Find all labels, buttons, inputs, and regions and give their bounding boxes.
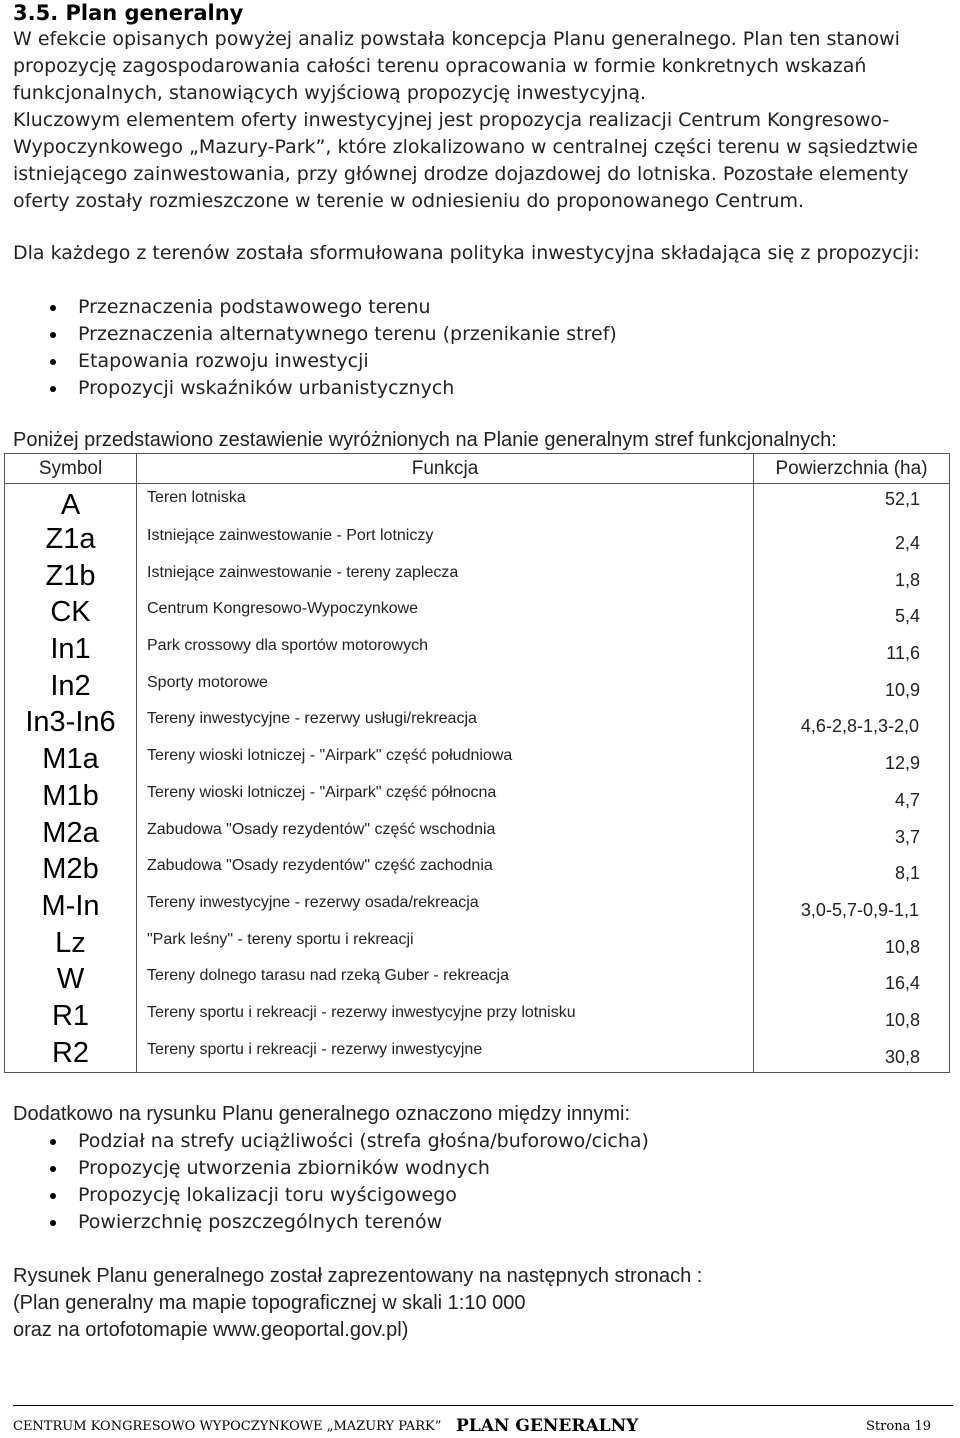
policy-list bbox=[13, 294, 953, 402]
zone-function: Teren lotniska bbox=[137, 484, 754, 523]
zone-symbol: M1a bbox=[5, 742, 137, 779]
zone-function: Zabudowa "Osady rezydentów" część wschodnia bbox=[137, 816, 754, 853]
zone-function: Tereny inwestycyjne - rezerwy osada/rekreacja bbox=[137, 889, 754, 926]
zone-area: 3,7 bbox=[754, 816, 950, 853]
zone-symbol: CK bbox=[5, 595, 137, 632]
list-item: Propozycję utworzenia zbiorników wodnych bbox=[13, 1155, 953, 1182]
zone-symbol: M2a bbox=[5, 816, 137, 853]
zone-area: 52,1 bbox=[754, 484, 950, 523]
list-item: Powierzchnię poszczególnych terenów bbox=[13, 1209, 953, 1236]
zone-function: Tereny wioski lotniczej - "Airpark" część północna bbox=[137, 779, 754, 816]
table-row bbox=[5, 816, 950, 853]
list-item: Przeznaczenia alternatywnego terenu (przenikanie stref) bbox=[13, 321, 953, 348]
table-row bbox=[5, 962, 950, 999]
zone-symbol: M1b bbox=[5, 779, 137, 816]
zone-area: 10,8 bbox=[754, 926, 950, 963]
zone-function: Istniejące zainwestowanie - tereny zaplecza bbox=[137, 559, 754, 596]
zone-function: Centrum Kongresowo-Wypoczynkowe bbox=[137, 595, 754, 632]
table-row bbox=[5, 669, 950, 706]
zone-symbol: Z1b bbox=[5, 559, 137, 596]
zone-area: 12,9 bbox=[754, 742, 950, 779]
drawing-note-line: Rysunek Planu generalnego został zaprezentowany na następnych stronach : bbox=[13, 1265, 703, 1287]
zone-area: 2,4 bbox=[754, 522, 950, 559]
zone-function: Tereny sportu i rekreacji - rezerwy inwestycyjne przy lotnisku bbox=[137, 999, 754, 1036]
zone-symbol: In2 bbox=[5, 669, 137, 706]
key-offer-paragraph: Kluczowym elementem oferty inwestycyjnej jest propozycja realizacji Centrum Kongresowo-Wypoczynkowego „Mazury-Park”, które zlokalizowano w centralnej części terenu w sąsiedztwie istniejącego zainwestowania, przy głównej drodze dojazdowej do lotniska. Pozostałe elementy oferty zostały rozmieszczone w terenie w odniesieniu do proponowanego Centrum. bbox=[13, 109, 918, 212]
zone-area: 10,9 bbox=[754, 669, 950, 706]
table-row bbox=[5, 779, 950, 816]
table-row bbox=[5, 1036, 950, 1073]
table-row bbox=[5, 926, 950, 963]
zone-area: 8,1 bbox=[754, 852, 950, 889]
section-title: 3.5. Plan generalny bbox=[13, 1, 244, 25]
intro-paragraph bbox=[13, 26, 953, 107]
list-item: Przeznaczenia podstawowego terenu bbox=[13, 294, 953, 321]
zone-area: 30,8 bbox=[754, 1036, 950, 1073]
zone-area: 4,6-2,8-1,3-2,0 bbox=[754, 705, 950, 742]
list-item: Podział na strefy uciążliwości (strefa głośna/buforowo/cicha) bbox=[13, 1128, 953, 1155]
drawing-note-line: oraz na ortofotomapie www.geoportal.gov.pl) bbox=[13, 1319, 409, 1341]
table-header-row bbox=[5, 454, 950, 484]
table-row bbox=[5, 522, 950, 559]
intro-line: propozycję zagospodarowania całości terenu opracowania w formie konkretnych wskazań bbox=[13, 55, 867, 77]
zone-symbol: M-In bbox=[5, 889, 137, 926]
zone-function: Tereny dolnego tarasu nad rzeką Guber - rekreacja bbox=[137, 962, 754, 999]
zone-symbol: R1 bbox=[5, 999, 137, 1036]
zone-symbol: Z1a bbox=[5, 522, 137, 559]
zone-function: Tereny sportu i rekreacji - rezerwy inwestycyjne bbox=[137, 1036, 754, 1073]
drawing-note bbox=[13, 1263, 953, 1344]
zone-symbol: Lz bbox=[5, 926, 137, 963]
zone-symbol: In1 bbox=[5, 632, 137, 669]
zone-function: "Park leśny" - tereny sportu i rekreacji bbox=[137, 926, 754, 963]
zones-table bbox=[4, 453, 950, 1073]
footer-document-title: PLAN GENERALNY bbox=[456, 1416, 639, 1436]
additional-paragraph: Dodatkowo na rysunku Planu generalnego oznaczono między innymi: bbox=[13, 1103, 631, 1125]
table-row bbox=[5, 705, 950, 742]
page-footer bbox=[13, 1416, 953, 1438]
footer-page-number: Strona 19 bbox=[866, 1419, 931, 1434]
table-row bbox=[5, 742, 950, 779]
header-function: Funkcja bbox=[137, 454, 754, 484]
zone-symbol: A bbox=[5, 484, 137, 523]
table-row bbox=[5, 632, 950, 669]
zone-area: 16,4 bbox=[754, 962, 950, 999]
drawing-note-line: (Plan generalny ma mapie topograficznej w skali 1:10 000 bbox=[13, 1292, 526, 1314]
list-item: Propozycję lokalizacji toru wyścigowego bbox=[13, 1182, 953, 1209]
table-intro: Poniżej przedstawiono zestawienie wyróżnionych na Planie generalnym stref funkcjonalnych: bbox=[13, 429, 837, 451]
policy-paragraph: Dla każdego z terenów została sformułowana polityka inwestycyjna składająca się z propozycji: bbox=[13, 242, 920, 264]
table-body bbox=[5, 484, 950, 1073]
table-row bbox=[5, 484, 950, 523]
intro-line: funkcjonalnych, stanowiących wyjściową propozycję inwestycyjną. bbox=[13, 82, 647, 104]
table-row bbox=[5, 889, 950, 926]
zone-area: 5,4 bbox=[754, 595, 950, 632]
header-symbol: Symbol bbox=[5, 454, 137, 484]
zone-function: Sporty motorowe bbox=[137, 669, 754, 706]
table-row bbox=[5, 999, 950, 1036]
zone-area: 4,7 bbox=[754, 779, 950, 816]
zone-symbol: W bbox=[5, 962, 137, 999]
zone-function: Zabudowa "Osady rezydentów" część zachodnia bbox=[137, 852, 754, 889]
intro-line: W efekcie opisanych powyżej analiz powstała koncepcja Planu generalnego. Plan ten stanowi bbox=[13, 28, 900, 50]
list-item: Etapowania rozwoju inwestycji bbox=[13, 348, 953, 375]
table-row bbox=[5, 595, 950, 632]
footer-project-name: CENTRUM KONGRESOWO WYPOCZYNKOWE „MAZURY PARK” bbox=[13, 1419, 442, 1434]
zone-function: Istniejące zainwestowanie - Port lotniczy bbox=[137, 522, 754, 559]
additional-list bbox=[13, 1128, 953, 1236]
zone-symbol: In3-In6 bbox=[5, 705, 137, 742]
table-row bbox=[5, 852, 950, 889]
table-row bbox=[5, 559, 950, 596]
zone-function: Tereny wioski lotniczej - "Airpark" część południowa bbox=[137, 742, 754, 779]
zone-area: 1,8 bbox=[754, 559, 950, 596]
zone-area: 10,8 bbox=[754, 999, 950, 1036]
zone-symbol: M2b bbox=[5, 852, 137, 889]
zone-area: 11,6 bbox=[754, 632, 950, 669]
zone-symbol: R2 bbox=[5, 1036, 137, 1073]
header-area: Powierzchnia (ha) bbox=[754, 454, 950, 484]
list-item: Propozycji wskaźników urbanistycznych bbox=[13, 375, 953, 402]
zone-area: 3,0-5,7-0,9-1,1 bbox=[754, 889, 950, 926]
footer-divider bbox=[13, 1405, 953, 1406]
zone-function: Tereny inwestycyjne - rezerwy usługi/rekreacja bbox=[137, 705, 754, 742]
zone-function: Park crossowy dla sportów motorowych bbox=[137, 632, 754, 669]
